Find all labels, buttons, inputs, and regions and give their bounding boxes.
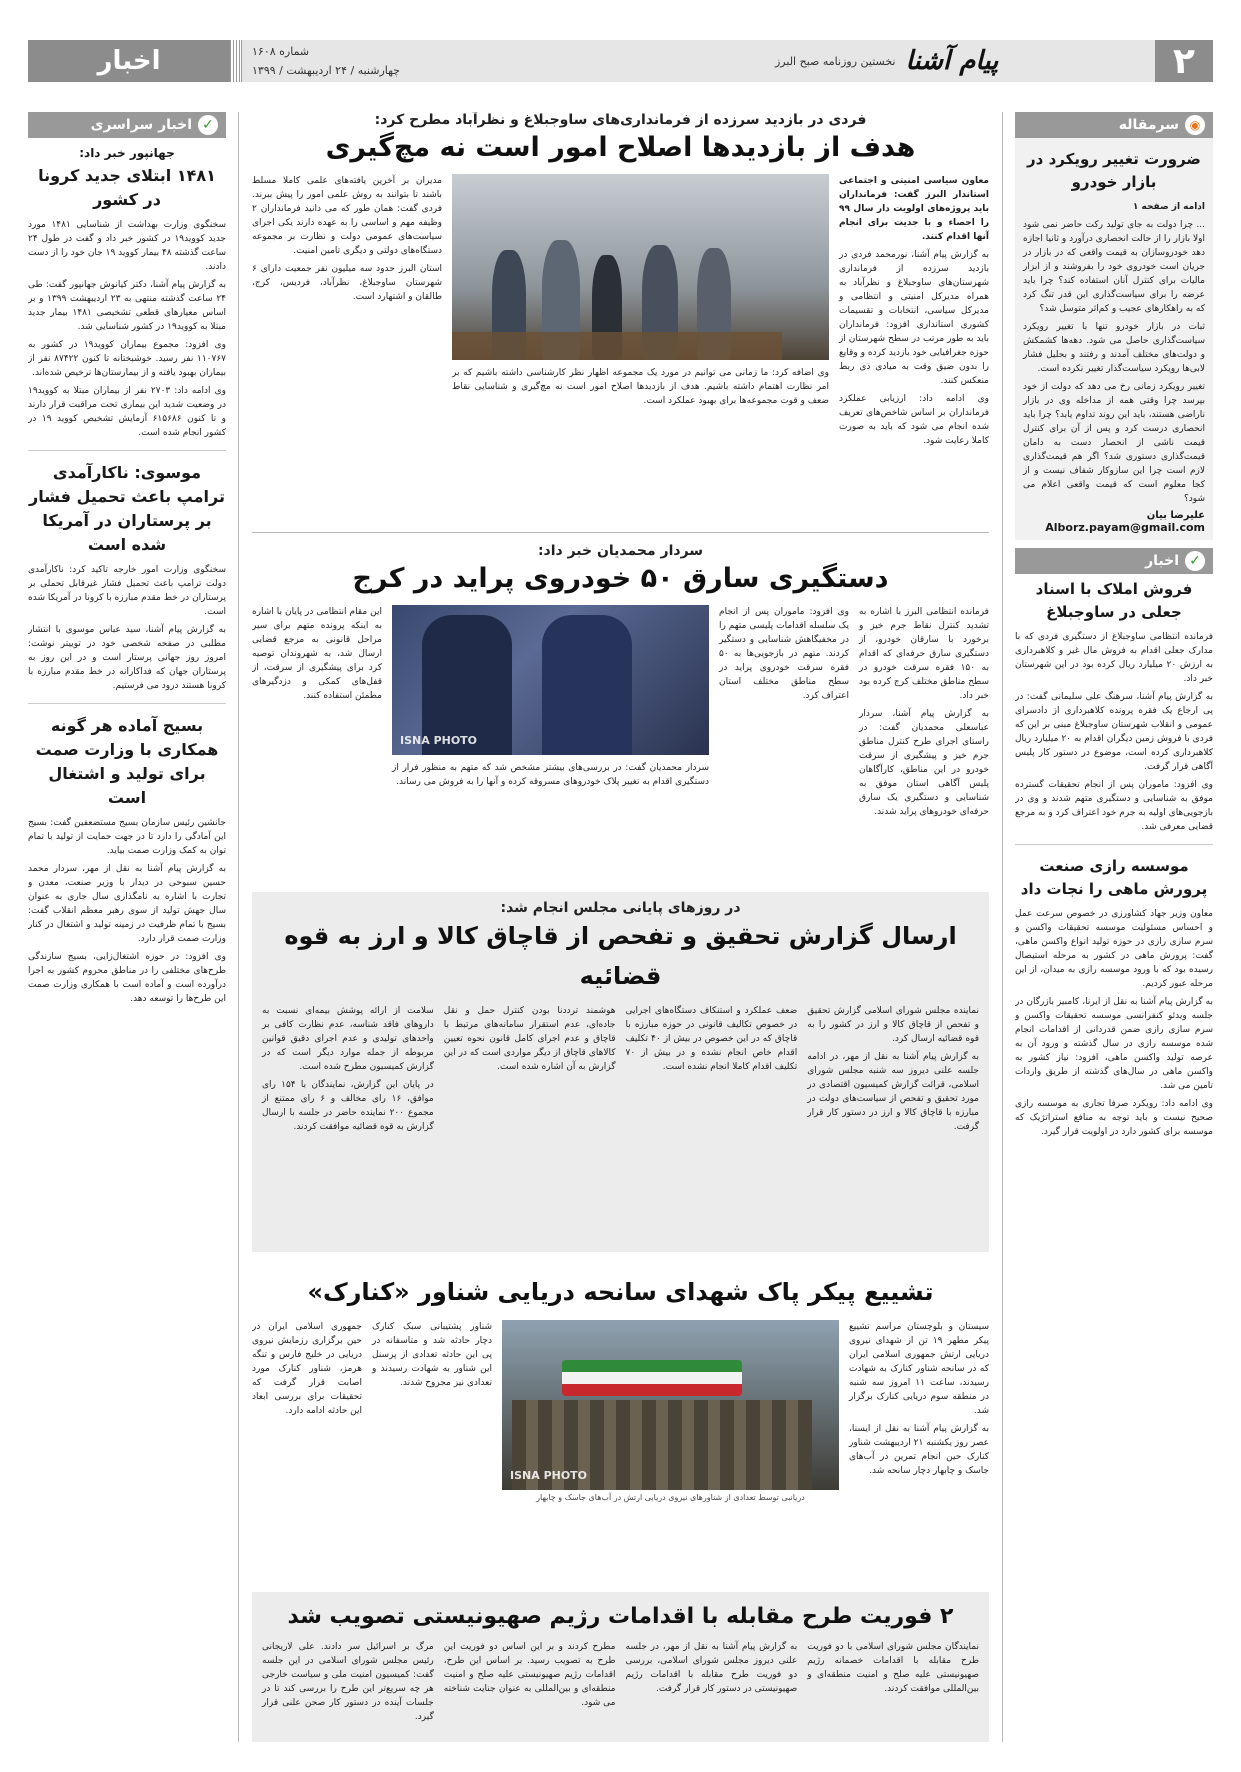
photo-caption: دریانبی توسط تعدادی از شناورهای نیروی دریایی ارتش در آب‌های جاسک و چابهار	[536, 1493, 805, 1502]
article-paragraph: سردار محمدیان گفت: در بررسی‌های بیشتر مشخص شد که متهم به منظور فرار از دستگیری اقدام به تغییر پلاک خودروهای مسروقه کرده و آنها را به فروش می رساند.	[392, 763, 709, 787]
article-paragraph: وی اضافه کرد: ما زمانی می توانیم در مورد یک مجموعه اظهار نظر کارشناسی داشته باشیم که بر امر نظارت اهتمام داشته باشیم. هدف از بازدیدها اصلاح امور است نه مچ‌گیری و شناسایی نقاط ضعف و قوت مجموعه‌ها برای بهبود عملکرد است.	[452, 368, 829, 406]
editorial-author: علیرضا بیان	[1146, 510, 1205, 521]
article-headline: دستگیری سارق ۵۰ خودروی پراید در کرج	[352, 563, 889, 594]
editorial-header: ◉ سرمقاله	[1015, 112, 1213, 138]
article-paragraph: سیستان و بلوچستان مراسم تشییع پیکر مطهر ۱۹ تن از شهدای نیروی دریایی ارتش جمهوری اسلامی ایران که در سانحه شناور کنارک به شهادت رسیدند، ساعت ۱۱ امروز سه شنبه در منطقه سوم دریایی کنارک برگزار شد.	[849, 1322, 989, 1416]
article-konarak-funeral	[252, 1272, 989, 1572]
column-rule	[238, 112, 239, 1742]
article-paragraph: به گزارش پیام آشنا به نقل از مهر، در جلسه علنی دیروز مجلس شورای اسلامی، بررسی دو فوریت طرح مقابله با اقدامات رژیم صهیونیستی در دستور کار قرار گرفت.	[625, 1642, 798, 1694]
article-kicker: فردی در بازدید سرزده از فرمانداری‌های ساوجبلاغ و نظرآباد مطرح کرد:	[374, 112, 867, 128]
right-column	[1015, 112, 1213, 1742]
check-icon: ✓	[198, 115, 218, 135]
check-icon: ✓	[1185, 551, 1205, 571]
editorial	[1015, 138, 1213, 540]
editorial-email: Alborz.payam@gmail.com	[1045, 521, 1205, 534]
article-paragraph: ضعف عملکرد و استنکاف دستگاه‌های اجرایی در خصوص تکالیف قانونی در حوزه مبارزه با قاچاق که در این خصوص در بیش از ۴۰ تکلیف اقدام خاص انجام نشده و در بیش از ۷۰ تکلیف اقدام کاملا انجام نشده است.	[625, 1006, 798, 1072]
article-paragraph: مدیران بر آخرین یافته‌های علمی کاملا مسلط باشند تا بتوانند به روش علمی امور را پیش ببرند. فردی گفت: همان طور که می دانید فرمانداران ۲ وظیفه مهم و اساسی را به عهده دارند یکی اجرای سیاست‌های عمومی دولت و نظارت بر مجموعه دستگاه‌های دولتی و دیگری تامین امنیت.	[252, 176, 442, 256]
article-lead: معاون سیاسی امنیتی و اجتماعی استاندار البرز گفت: فرمانداران باید پروژه‌های اولویت دار سال ۹۹ را احصاء و با جدیت برای انجام آنها اقدام کنند.	[839, 176, 989, 242]
article-headline: ۲ فوریت طرح مقابله با اقدامات رژیم صهیونیستی تصویب شد	[287, 1604, 954, 1629]
article-headline: هدف از بازدیدها اصلاح امور است نه مچ‌گیری	[325, 132, 916, 163]
article-paragraph: مرگ بر اسرائیل سر دادند. علی لاریجانی رئیس مجلس شورای اسلامی در این جلسه گفت: کمیسیون امنیت ملی و سیاست خارجی هر چه سریع‌تر این طرح را بررسی کند تا در جلسات آینده در دستور کار صحن علنی قرار گیرد.	[262, 1642, 434, 1722]
news-paragraph: سخنگوی وزارت امور خارجه تاکید کرد: ناکارآمدی دولت ترامپ باعث تحمیل فشار غیرقابل تحملی بر پرستاران در خط مقدم مبارزه با کرونا در آمریکا شده است.	[28, 565, 226, 617]
article-paragraph: مطرح کردند و بر این اساس دو فوریت این طرح به تصویب رسید. بر اساس این طرح، اقدامات رژیم صهیونیستی علیه صلح و امنیت منطقه‌ای و بین‌المللی به عنوان جنایت شناخته می شود.	[443, 1642, 616, 1708]
news-paragraph: وی ادامه داد: ۲۷۰۳ نفر از بیماران مبتلا به کووید۱۹ در وضعیت شدید این بیماری تحت مراقبت قرار دارند و تا کنون ۶۱۵۶۸۶ آزمایش تشخیص کووید ۱۹ در کشور انجام شده است.	[28, 386, 226, 438]
article-paragraph: وی افزود: ماموران پس از انجام یک سلسله اقدامات پلیسی متهم را در مخفیگاهش شناسایی و دستگیر کردند. متهم در بازجویی‌ها به ۵۰ فقره سرقت خودروی پراید در سطح مناطق مختلف استان اعتراف کرد.	[719, 607, 849, 701]
news-paragraph: به گزارش پیام آشنا به نقل از ایرنا، کامبیز بازرگان در جلسه ویدئو کنفرانسی موسسه تحقیقات واکسن و سرم سازی رازی ضمن قدردانی از اقدامات انجام شده موسسه رازی در سال گذشته و ورود آن به عرصه تولید واکسن ماهی، افزود: نیاز کشور به واکسن ماهی در سال‌های گذشته از طریق واردات تامین می شد.	[1015, 997, 1213, 1091]
article-paragraph: جمهوری اسلامی ایران در حین برگزاری رزمایش نیروی دریایی در خلیج فارس و تنگه هرمز، شناور کنارک مورد اصابت قرار گرفت که تحقیقات برای بررسی ابعاد این حادثه ادامه دارد.	[252, 1322, 362, 1416]
news-title: فروش املاک با اسناد جعلی در ساوجبلاغ	[1035, 580, 1193, 621]
funeral-photo	[502, 1320, 839, 1490]
page-header	[28, 40, 1213, 82]
news-paragraph: معاون وزیر جهاد کشاورزی در خصوص سرعت عمل و احساس مسئولیت موسسه تحقیقات واکسن و سرم سازی رازی در حوزه تولید انواع واکسن ماهی، گفت: پرورش ماهی در کشور به مرحله استیصال رسیده بود که با ورود موسسه رازی به میدان، از این مرحله عبور کردیم.	[1015, 909, 1213, 989]
editorial-paragraph: تغییر رویکرد زمانی رخ می دهد که دولت از خود بپرسد چرا وقتی همه از مداخله وی در بازار ناراضی هستند، باید این روند تداوم یابد؟ چرا باید انحصاری درست کرد و پس از آن برای کنترل قیمت ناشی از انحصار دست به دامان قیمت‌گذاری دستوری شد؟ اگر هم قیمت‌گذاری لازم است چرا این سازوکار شفاف نیست و از کجا معلوم است که قیمت واقعی اعلام می شود؟	[1023, 382, 1205, 504]
article-car-thief	[252, 532, 989, 872]
national-news-header: ✓ اخبار سراسری	[28, 112, 226, 138]
article-kicker: سردار محمدیان خبر داد:	[537, 543, 704, 559]
news-paragraph: به گزارش پیام آشنا، سید عباس موسوی با انتشار مطلبی در صفحه شخصی خود در توییتر نوشت: امروز روز جهانی پرستار است و در این روز به پرستاران جهان که فداکارانه در خط مقدم مبارزه با کرونا هستند درود می فرستیم.	[28, 625, 226, 691]
article-paragraph: سلامت از ارائه پوشش بیمه‌ای نسبت به داروهای فاقد شناسه، عدم نظارت کافی بر واحدهای تولیدی و عدم اجرای دقیق قوانین مربوطه از جمله موارد دیگر است که در گزارش کمیسیون مطرح شده است.	[262, 1006, 434, 1072]
article-smuggling-report	[252, 892, 989, 1252]
divider	[1015, 844, 1213, 845]
article-paragraph: نمایندگان مجلس شورای اسلامی با دو فوریت طرح مقابله با اقدامات خصمانه رژیم صهیونیستی علیه صلح و امنیت منطقه‌ای و بین‌المللی موافقت کردند.	[807, 1642, 979, 1694]
page-number: ۲	[1155, 40, 1213, 82]
article-paragraph: نماینده مجلس شورای اسلامی گزارش تحقیق و تفحص از قاچاق کالا و ارز در کشور را به قوه قضائیه ارسال کرد.	[807, 1006, 979, 1044]
news-paragraph: وی افزود: ماموران پس از انجام تحقیقات گسترده موفق به شناسایی و دستگیری متهم شدند و وی در بازجویی‌های اولیه به جرم خود اعتراف کرد و به مرجع قضایی معرفی شد.	[1015, 780, 1213, 832]
target-icon: ◉	[1185, 115, 1205, 135]
news-title: موسسه رازی صنعت پرورش ماهی را نجات داد	[1020, 857, 1208, 898]
news-paragraph: سخنگوی وزارت بهداشت از شناسایی ۱۴۸۱ مورد جدید کووید۱۹ در کشور خبر داد و گفت در طول ۲۴ ساعت گذشته ۴۸ بیمار کووید ۱۹ جان خود را از دست دادند.	[28, 220, 226, 272]
issue-number: شماره ۱۶۰۸	[252, 45, 310, 58]
news-paragraph: به گزارش پیام آشنا، سرهنگ علی سلیمانی گفت: در پی ارجاع یک فقره پرونده کلاهبرداری از دادسرای عمومی و انقلاب شهرستان ساوجبلاغ مبنی بر این که فردی با فروش زمین دیگران اقدام به ۲۰ میلیارد ریال کلاهبرداری کرده است، موضوع در دستور کار پلیس آگاهی قرار گرفت.	[1015, 692, 1213, 772]
issue-info	[241, 40, 775, 82]
news-paragraph: جانشین رئیس سازمان بسیج مستضعفین گفت: بسیج این آمادگی را دارد تا در جهت حمایت از تولید با تمام توان به کمک وزارت صمت بیاید.	[28, 818, 226, 856]
news-paragraph: به گزارش پیام آشنا به نقل از مهر، سردار محمد حسین سبوحی در دیدار با وزیر صنعت، معدن و تجارت با اشاره به نامگذاری سال جاری به عنوان سال جهش تولید از سوی رهبر معظم انقلاب گفت: بسیج با تمام ظرفیت در زمینه تولید و اشتغال در کنار وزارت صمت قرار دارد.	[28, 864, 226, 944]
article-paragraph: شناور پشتیبانی سبک کنارک دچار حادثه شد و متاسفانه در پی این حادثه تعدادی از پرسنل این شناور به شهادت رسیدند و تعدادی نیز مجروح شدند.	[372, 1322, 492, 1388]
article-headline: تشییع پیکر پاک شهدای سانحه دریایی شناور «کنارک»	[307, 1278, 934, 1306]
article-paragraph: وی ادامه داد: ارزیابی عملکرد فرمانداران بر اساس شاخص‌های تعریف شده انجام می شود که باید به صورت کاملا رعایت شود.	[839, 394, 989, 446]
header-divider	[230, 40, 241, 82]
news-paragraph: فرمانده انتظامی ساوجبلاغ از دستگیری فردی که با مدارک جعلی اقدام به فروش مال غیر و کلاهبرداری به ارزش ۲۰ میلیارد ریال کرده بود در این شهرستان خبر داد.	[1015, 632, 1213, 684]
article-paragraph: به گزارش پیام آشنا، نورمحمد فردی در بازدید سرزده از فرمانداری شهرستان‌های ساوجبلاغ و نظرآباد به همراه مدیرکل امنیتی و انتظامی و مدیرکل سیاسی، انتخابات و تقسیمات کشوری استانداری افزود: فرمانداران باید به طور مرتب در سطح شهرستان از حوزه جغرافیایی خود بازدید کرده و وقایع را بدون ضیق وقت به میادی ذی ربط منعکس کنند.	[839, 250, 989, 386]
tagline: نخستین روزنامه صبح البرز	[775, 54, 896, 68]
news-paragraph: وی ادامه داد: رویکرد صرفا تجاری به موسسه رازی صحیح نیست و باید توجه به منافع استراتژیک که موسسه برای کشور دارد در اولویت قرار گیرد.	[1015, 1099, 1213, 1137]
article-paragraph: به گزارش پیام آشنا به نقل از مهر، در ادامه جلسه علنی دیروز سه شنبه مجلس شورای اسلامی، قرائت گزارش کمیسیون اقتصادی در مورد تحقیق و تفحص از سیاست‌های دولت در مبارزه با قاچاق کالا و ارز در دستور کار قرار گرفت.	[807, 1052, 979, 1132]
news-header: ✓ اخبار	[1015, 548, 1213, 574]
article-kicker: در روزهای پایانی مجلس انجام شد:	[500, 900, 741, 916]
divider	[28, 703, 226, 704]
article-governor-visit	[252, 112, 989, 512]
photo-credit: ISNA PHOTO	[400, 734, 478, 747]
logo: پیام آشنا	[905, 46, 999, 76]
main-column	[252, 112, 989, 1742]
article-paragraph: به گزارش پیام آشنا به نقل از ایسنا، عصر روز یکشنبه ۲۱ اردیبهشت شناور کنارک حین انجام تمرین در آب‌های جاسک و چابهار دچار سانحه شد.	[849, 1424, 989, 1476]
news-paragraph: وی افزود: مجموع بیماران کووید۱۹ در کشور به ۱۱۰۷۶۷ نفر رسید. خوشبختانه تا کنون ۸۷۴۲۲ نفر از بیماران بهبود یافته و از بیمارستان‌ها ترخیص شده‌اند.	[28, 340, 226, 378]
editorial-paragraph: ثبات در بازار خودرو تنها با تغییر رویکرد سیاست‌گذاری حاصل می شود. دهه‌ها کشمکش و دولت‌های مختلف آمدند و رفتند و بحلیل فشار لابی‌ها رویکرد سیاست‌گذار تغییر نکرده است.	[1023, 322, 1205, 374]
masthead	[775, 40, 1155, 82]
meeting-photo	[452, 174, 829, 360]
handcuffs-photo	[392, 605, 709, 755]
article-paragraph: به گزارش پیام آشنا، سردار عباسعلی محمدیان گفت: در راستای اجرای طرح کنترل مناطق جرم خیز و پیشگیری از سرقت خودرو در این مناطق، کارآگاهان پلیس آگاهی استان موفق به شناسایی و دستگیری یک سارق حرفه‌ای خودروهای پراید شدند.	[859, 709, 989, 817]
article-paragraph: فرمانده انتظامی البرز با اشاره به تشدید کنترل نقاط جرم خیز و برخورد با سارقان خودرو، از دستگیری سارق حرفه‌ای که اقدام به ۱۵۰ فقره سرقت خودرو در سطح مناطق مختلف کرج کرده بود خبر داد.	[859, 607, 989, 701]
editorial-lead: ادامه از صفحه ۱	[1132, 202, 1205, 212]
photo-credit: ISNA PHOTO	[510, 1469, 588, 1482]
news-kicker: جهانپور خبر داد:	[79, 146, 175, 160]
news-title: موسوی: ناکارآمدی ترامپ باعث تحمیل فشار بر پرستاران در آمریکا شده است	[29, 463, 225, 554]
article-paragraph: هوشمند ترددنا بودن کنترل حمل و نقل جاده‌ای، عدم استقرار سامانه‌های مرتبط با قاچاق و عدم اجرای کامل قانون نحوه تعیین کالاهای قاچاق از دیگر مواردی است که در این گزارش به آن اشاره شده است.	[443, 1006, 616, 1072]
editorial-paragraph: ... چرا دولت به جای تولید رکت حاضر نمی شود اولا بازار را از حالت انحصاری درآورد و ثانیا اجازه دهد خودروسازان به قیمت واقعی که در بازار در جریان است خودروی خود را بفروشند و از ابزار مالیات برای کنترل آنان استفاده کند؟ چرا باید عرضه را برای سیاست‌گذاری این قدر تنگ کرد که به راهکارهای عجیب و کم‌اثر متوسل شد؟	[1023, 220, 1205, 314]
editorial-title: ضرورت تغییر رویکرد در بازار خودرو	[1027, 150, 1201, 191]
article-paragraph: در پایان این گزارش، نمایندگان با ۱۵۴ رای موافق، ۱۶ رای مخالف و ۶ رای ممتنع از مجموع ۲۰۰ نماینده حاضر در جلسه با ارسال گزارش به قوه قضائیه موافقت کردند.	[262, 1080, 434, 1132]
divider	[28, 450, 226, 451]
news-title: ۱۴۸۱ ابتلای جدید کرونا در کشور	[38, 166, 216, 209]
news-title: بسیج آماده هر گونه همکاری با وزارت صمت برای تولید و اشتغال است	[35, 716, 219, 807]
news-paragraph: به گزارش پیام آشنا، دکتر کیانوش جهانپور گفت: طی ۲۴ ساعت گذشته منتهی به ۲۳ اردیبهشت ۱۳۹۹ و بر اساس معیارهای قطعی تشخیصی ۱۴۸۱ بیمار جدید مبتلا به کووید۱۹ در کشور شناسایی شد.	[28, 280, 226, 332]
article-zionist-regime-bill	[252, 1592, 989, 1742]
left-column	[28, 112, 226, 1742]
news-paragraph: وی افزود: در حوزه اشتغال‌زایی، بسیج سازندگی طرح‌های مختلفی را در مناطق محروم کشور به اجرا درآورده است و آماده است با همکاری وزارت صمت این طرح‌ها را توسعه دهد.	[28, 952, 226, 1004]
article-paragraph: استان البرز حدود سه میلیون نفر جمعیت دارای ۶ شهرستان ساوجبلاغ، نظرآباد، فردیس، کرج، طالقان و اشتهارد است.	[252, 264, 442, 302]
issue-date: چهارشنبه / ۲۴ اردیبهشت / ۱۳۹۹	[252, 64, 400, 77]
section-title: اخبار	[28, 40, 230, 82]
column-rule	[1002, 112, 1003, 1742]
article-headline: ارسال گزارش تحقیق و تفحص از قاچاق کالا و ارز به قوه قضائیه	[284, 922, 957, 990]
article-paragraph: این مقام انتظامی در پایان با اشاره به اینکه پرونده متهم برای سیر مراحل قانونی به مرجع قضایی ارسال شد، به شهروندان توصیه کرد برای پیشگیری از سرقت، از قفل‌های کمکی و دزدگیرهای مطمئن استفاده کنند.	[252, 607, 382, 701]
